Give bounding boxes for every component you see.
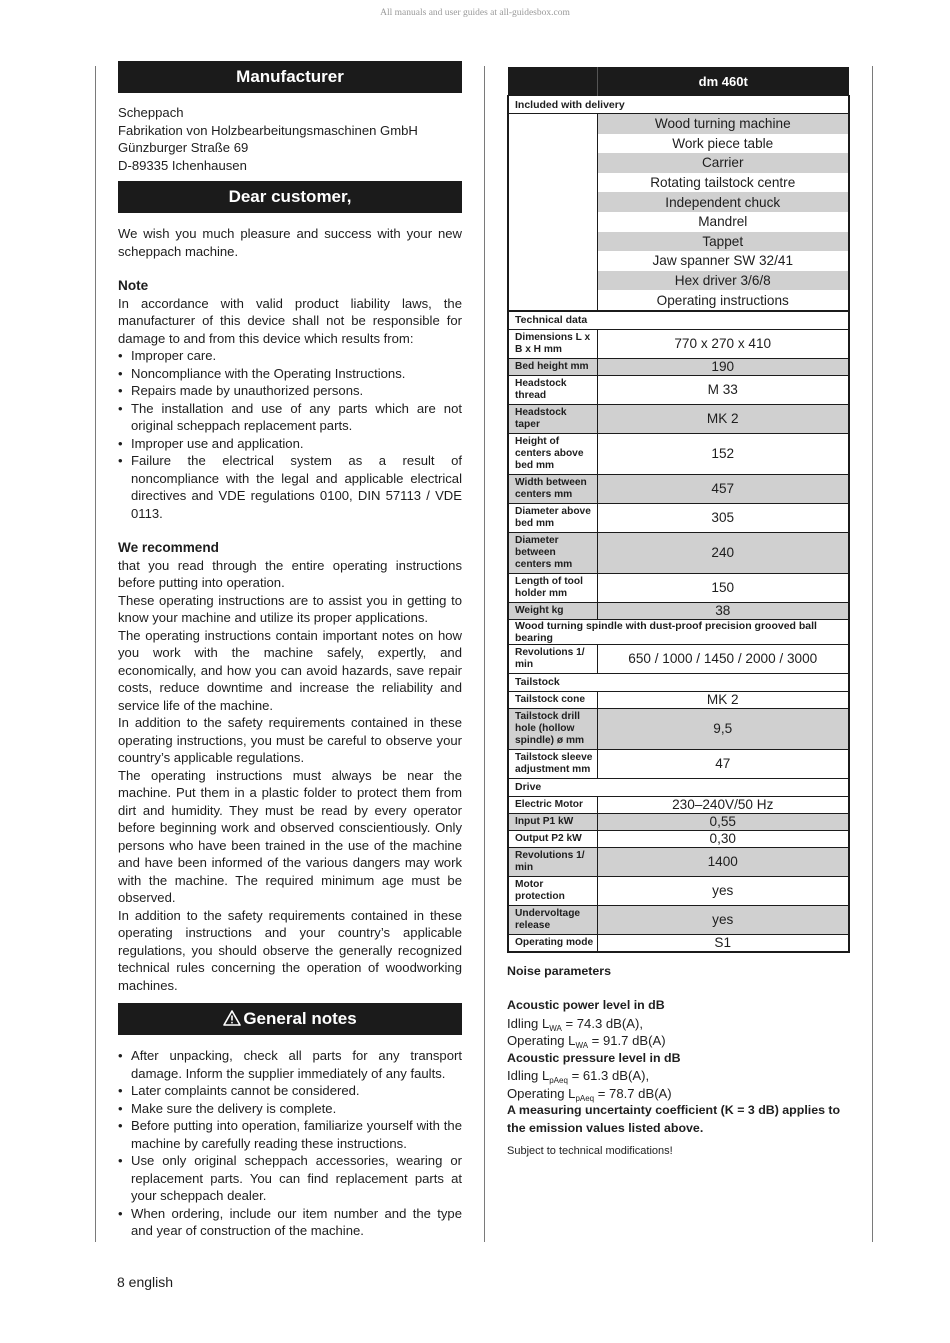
model-name: dm 460t	[597, 67, 849, 96]
list-item: • Failure the electrical system as a result of noncompliance with the legal and applicable electrical directives and VDE regulations 0100, DIN 57113 / VDE 0113.	[118, 452, 462, 522]
spec-value: 152	[597, 433, 849, 474]
included-item: Mandrel	[597, 212, 849, 232]
pressure-idling-value: = 61.3 dB(A),	[571, 1068, 650, 1084]
spec-row	[508, 433, 849, 474]
included-blank-cell	[508, 192, 597, 212]
spec-label: Undervoltage release	[508, 905, 597, 934]
power-idling-sub: WA	[549, 1023, 562, 1033]
section-row	[508, 619, 849, 644]
power-heading: Acoustic power level in dB	[507, 998, 665, 1013]
included-blank-cell	[508, 290, 597, 311]
spec-label: Weight kg	[508, 602, 597, 619]
list-item: • Use only original scheppach accessories, wearing or replacement parts. You can find replacement parts at your scheppach dealer.	[118, 1152, 462, 1205]
list-item: • Before putting into operation, familiarize yourself with the machine by carefully reading these instructions.	[118, 1117, 462, 1152]
included-item-row	[508, 290, 849, 311]
list-item: • The installation and use of any parts which are not original scheppach replacement parts.	[118, 400, 462, 435]
column-rule-middle	[484, 66, 485, 1242]
power-idling-label: Idling L	[507, 1015, 550, 1031]
spec-row	[508, 749, 849, 778]
noise-heading: Noise parameters	[507, 963, 611, 978]
included-blank-cell	[508, 114, 597, 134]
included-blank-cell	[508, 153, 597, 173]
recommend-heading: We recommend	[118, 540, 219, 555]
pressure-idling-sub: pAeq	[549, 1076, 568, 1086]
spec-row	[508, 876, 849, 905]
spec-label: Input P1 kW	[508, 813, 597, 830]
spec-label: Length of tool holder mm	[508, 573, 597, 602]
included-item-row	[508, 212, 849, 232]
spec-row	[508, 691, 849, 708]
included-item: Jaw spanner SW 32/41	[597, 251, 849, 271]
included-item-row	[508, 114, 849, 134]
spec-row	[508, 532, 849, 573]
spec-label: Diameter above bed mm	[508, 503, 597, 532]
spec-value: 230–240V/50 Hz	[597, 796, 849, 813]
column-rule-right	[872, 66, 873, 1242]
spec-value: 1400	[597, 847, 849, 876]
included-blank-cell	[508, 271, 597, 291]
spec-label: Motor protection	[508, 876, 597, 905]
recommend-paragraph: that you read through the entire operating instructions before putting into operation.	[118, 557, 462, 590]
manufacturer-banner: Manufacturer	[118, 61, 462, 93]
spec-value: 150	[597, 573, 849, 602]
pressure-idling-label: Idling L	[507, 1068, 550, 1084]
spec-row	[508, 358, 849, 375]
included-item: Carrier	[597, 153, 849, 173]
section-row	[508, 96, 849, 114]
power-operating-sub: WA	[575, 1041, 589, 1051]
noise-parameters	[507, 963, 850, 1161]
page-number: 8 english	[117, 1274, 174, 1290]
spec-row	[508, 708, 849, 749]
pressure-heading: Acoustic pressure level in dB	[507, 1050, 681, 1065]
spec-label: Headstock thread	[508, 375, 597, 404]
warning-icon	[223, 1010, 241, 1026]
spec-value: M 33	[597, 375, 849, 404]
spec-row	[508, 934, 849, 952]
spec-value: yes	[597, 876, 849, 905]
spec-label: Width between centers mm	[508, 474, 597, 503]
power-operating	[507, 1032, 850, 1050]
note-text: In accordance with valid product liability laws, the manufacturer of this device shall not be responsible for damage to and from this device which results from:	[118, 295, 462, 346]
spec-label: Tailstock cone	[508, 691, 597, 708]
spec-label: Electric Motor	[508, 796, 597, 813]
spec-row	[508, 644, 849, 673]
list-item: • After unpacking, check all parts for any transport damage. Inform the supplier immediately of any faults.	[118, 1047, 462, 1082]
spec-label: Operating mode	[508, 934, 597, 952]
spec-row	[508, 796, 849, 813]
general-notes-banner	[118, 1003, 462, 1035]
spec-value: 240	[597, 532, 849, 573]
pressure-operating-value: = 78.7 dB(A)	[597, 1085, 672, 1101]
list-item: • Make sure the delivery is complete.	[118, 1100, 462, 1118]
watermark: All manuals and user guides at all-guidesbox.com	[380, 8, 570, 18]
general-notes-title: General notes	[243, 1009, 357, 1028]
included-item-row	[508, 271, 849, 291]
spec-row	[508, 905, 849, 934]
spec-row	[508, 474, 849, 503]
spec-row	[508, 813, 849, 830]
included-item-row	[508, 173, 849, 193]
address-line: Günzburger Straße 69	[118, 140, 249, 155]
recommend-paragraph: These operating instructions are to assist you in getting to know your machine and utilize its proper applications.	[118, 592, 462, 625]
spec-row	[508, 404, 849, 433]
spec-label: Tailstock drill hole (hollow spindle) ø mm	[508, 708, 597, 749]
pressure-operating-sub: pAeq	[575, 1093, 595, 1103]
included-blank-cell	[508, 212, 597, 232]
included-item-row	[508, 192, 849, 212]
spec-value: 38	[597, 602, 849, 619]
list-item: • Repairs made by unauthorized persons.	[118, 382, 462, 400]
spec-label: Height of centers above bed mm	[508, 433, 597, 474]
spec-row	[508, 329, 849, 358]
spec-label: Dimensions L x B x H mm	[508, 329, 597, 358]
manufacturer-address	[118, 104, 462, 174]
pressure-operating-label: Operating L	[507, 1085, 576, 1101]
spec-table	[507, 67, 850, 953]
general-notes-list	[118, 1047, 462, 1240]
recommend-paragraph: In addition to the safety requirements contained in these operating instructions, you must be careful to observe your country’s applicable regulations.	[118, 715, 462, 765]
spec-row	[508, 503, 849, 532]
spec-value: 650 / 1000 / 1450 / 2000 / 3000	[597, 644, 849, 673]
address-line: D-89335 Ichenhausen	[118, 157, 247, 173]
included-item: Independent chuck	[597, 192, 849, 212]
table-header-blank	[508, 67, 597, 96]
spec-value: 305	[597, 503, 849, 532]
spec-value: 9,5	[597, 708, 849, 749]
included-item: Wood turning machine	[597, 114, 849, 134]
spec-row	[508, 602, 849, 619]
list-item: • Later complaints cannot be considered.	[118, 1082, 462, 1100]
spec-value: yes	[597, 905, 849, 934]
included-blank-cell	[508, 134, 597, 154]
left-column	[118, 61, 462, 1240]
power-idling-value: = 74.3 dB(A),	[565, 1015, 643, 1031]
included-item-row	[508, 134, 849, 154]
list-item: • Improper use and application.	[118, 435, 462, 453]
right-column	[507, 67, 850, 1161]
spec-label: Revolutions 1/ min	[508, 847, 597, 876]
list-item: • Noncompliance with the Operating Instructions.	[118, 365, 462, 383]
included-item: Hex driver 3/6/8	[597, 271, 849, 291]
spec-label: Diameter between centers mm	[508, 532, 597, 573]
power-operating-label: Operating L	[507, 1033, 576, 1049]
column-rule-left	[95, 66, 96, 1242]
section-row	[508, 673, 849, 691]
recommend-paragraph: In addition to the safety requirements contained in these operating instructions and your country’s applicable regulations, you should observe the generally recognized technical rules concerning the operation of woodworking machines.	[118, 907, 462, 993]
included-blank-cell	[508, 251, 597, 271]
section-row	[508, 778, 849, 796]
spec-value: 770 x 270 x 410	[597, 329, 849, 358]
spec-label: Tailstock sleeve adjustment mm	[508, 749, 597, 778]
included-item-row	[508, 232, 849, 252]
list-item: • When ordering, include our item number and the type and year of construction of the machine.	[118, 1205, 462, 1240]
included-blank-cell	[508, 232, 597, 252]
note-list	[118, 347, 462, 522]
spec-label: Bed height mm	[508, 358, 597, 375]
list-item: • Improper care.	[118, 347, 462, 365]
section-heading: Tailstock	[508, 673, 849, 691]
pressure-idling	[507, 1067, 850, 1085]
spec-value: MK 2	[597, 691, 849, 708]
spec-value: 47	[597, 749, 849, 778]
section-heading: Included with delivery	[508, 96, 849, 114]
spec-row	[508, 375, 849, 404]
section-heading: Drive	[508, 778, 849, 796]
spec-label: Revolutions 1/ min	[508, 644, 597, 673]
section-row	[508, 311, 849, 330]
spec-row	[508, 573, 849, 602]
welcome-text: We wish you much pleasure and success with your new scheppach machine.	[118, 226, 462, 259]
power-operating-value: = 91.7 dB(A)	[591, 1033, 666, 1049]
spec-value: 190	[597, 358, 849, 375]
section-heading: Wood turning spindle with dust-proof precision grooved ball bearing	[508, 619, 849, 644]
recommend-paragraph: The operating instructions contain important notes on how you work with the machine safely, expertly, and economically, and how you can avoid hazards, save repair costs, reduce downtime and increase the reliability and service life of the machine.	[118, 627, 462, 713]
spec-row	[508, 847, 849, 876]
note-heading: Note	[118, 278, 149, 293]
included-item: Operating instructions	[597, 290, 849, 311]
pressure-operating	[507, 1085, 850, 1103]
section-heading: Technical data	[508, 311, 849, 330]
address-line: Fabrikation von Holzbearbeitungsmaschinen GmbH	[118, 122, 418, 138]
included-blank-cell	[508, 173, 597, 193]
address-line: Scheppach	[118, 105, 184, 120]
spec-value: S1	[597, 934, 849, 952]
included-item: Tappet	[597, 232, 849, 252]
recommend-paragraph: The operating instructions must always be near the machine. Put them in a plastic folder to protect them from dirt and humidity. They must be read by every operator before beginning work and observed conscientiously. Only persons who have been trained in the use of the machine and have been informed of the various dangers may work with the machine. The required minimum age must be observed.	[118, 767, 462, 905]
power-idling	[507, 1015, 850, 1033]
included-item-row	[508, 153, 849, 173]
included-item-row	[508, 251, 849, 271]
spec-row	[508, 830, 849, 847]
spec-value: 0,55	[597, 813, 849, 830]
spec-label: Headstock taper	[508, 404, 597, 433]
dear-customer-banner: Dear customer,	[118, 181, 462, 213]
subject-note: Subject to technical modifications!	[507, 1145, 673, 1158]
included-item: Rotating tailstock centre	[597, 173, 849, 193]
spec-value: 457	[597, 474, 849, 503]
included-item: Work piece table	[597, 134, 849, 154]
uncertainty-note: A measuring uncertainty coefficient (K = 3 dB) applies to the emission values listed above.	[507, 1103, 841, 1135]
table-header-row	[508, 67, 849, 96]
spec-label: Output P2 kW	[508, 830, 597, 847]
spec-value: MK 2	[597, 404, 849, 433]
spec-value: 0,30	[597, 830, 849, 847]
